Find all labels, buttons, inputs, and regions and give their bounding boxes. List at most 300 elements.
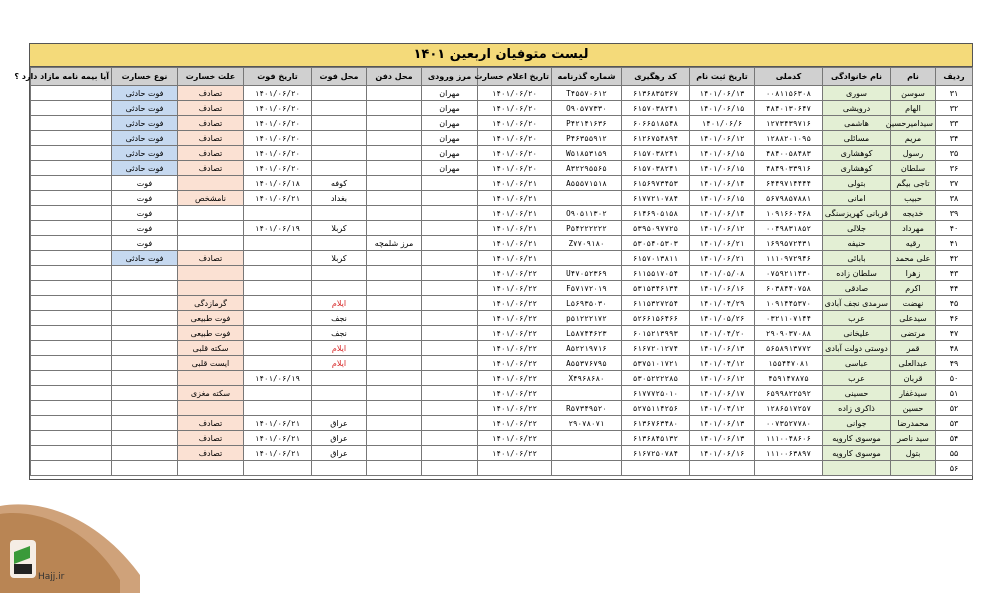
- cell-passport: ۲۹۰۷۸۰۷۱: [552, 416, 622, 431]
- cell-burial-place: [367, 146, 422, 161]
- cell-national-code: ۰۷۵۹۲۱۱۴۳۰: [755, 266, 823, 281]
- cell-burial-place: [367, 221, 422, 236]
- cell-family: امانی: [823, 191, 891, 206]
- cell-name: سیدغفار: [891, 386, 936, 401]
- cell-loss-announce: ۱۴۰۱/۰۶/۲۱: [478, 191, 552, 206]
- cell-loss-type: [112, 386, 178, 401]
- cell-loss-announce: ۱۴۰۱/۰۶/۲۲: [478, 416, 552, 431]
- cell-cause: تصادف: [178, 416, 244, 431]
- cell-name: تاجی بیگم: [891, 176, 936, 191]
- cell-loss-announce: ۱۴۰۱/۰۶/۲۰: [478, 86, 552, 101]
- cell-reg-date: [690, 461, 755, 476]
- cell-family: علیخانی: [823, 326, 891, 341]
- cell-death-place: نجف: [312, 311, 367, 326]
- cell-cause: تصادف: [178, 446, 244, 461]
- cell-row: ۵۵: [936, 446, 973, 461]
- cell-name: حسین: [891, 401, 936, 416]
- cell-family: صادقی: [823, 281, 891, 296]
- cell-tracking: ۶۱۵۶۹۷۳۴۵۳: [622, 176, 690, 191]
- cell-death-date: [244, 401, 312, 416]
- cell-family: عباسی: [823, 356, 891, 371]
- cell-loss-type: فوت: [112, 236, 178, 251]
- table-row: [31, 371, 973, 386]
- cell-tracking: ۵۲۶۶۱۵۶۴۶۶: [622, 311, 690, 326]
- cell-family: دوستی دولت آبادی: [823, 341, 891, 356]
- cell-loss-announce: ۱۴۰۱/۰۶/۲۲: [478, 341, 552, 356]
- cell-burial-place: [367, 86, 422, 101]
- cell-death-place: [312, 206, 367, 221]
- table-row: [31, 281, 973, 296]
- cell-entry-border: [422, 296, 478, 311]
- cell-national-code: ۶۵۹۹۸۲۲۵۹۲: [755, 386, 823, 401]
- cell-reg-date: ۱۴۰۱/۰۶/۱۴: [690, 176, 755, 191]
- header-national-code: کدملی: [755, 68, 823, 86]
- hajj-logo-icon: [0, 500, 180, 593]
- cell-burial-place: مرز شلمچه: [367, 236, 422, 251]
- cell-passport: W۵۱۸۵۳۱۵۹: [552, 146, 622, 161]
- cell-loss-type: [112, 371, 178, 386]
- cell-row: ۵۲: [936, 401, 973, 416]
- deceased-list-sheet: [14, 43, 973, 480]
- cell-loss-announce: ۱۴۰۱/۰۶/۲۲: [478, 356, 552, 371]
- cell-national-code: ۱۰۹۱۶۶۰۴۶۸: [755, 206, 823, 221]
- cell-death-place: [312, 236, 367, 251]
- cell-row: ۳۷: [936, 176, 973, 191]
- cell-burial-place: [367, 251, 422, 266]
- cell-passport: A۳۲۲۹۵۵۶۵: [552, 161, 622, 176]
- cell-death-date: [244, 461, 312, 476]
- header-passport: شماره گذرنامه: [552, 68, 622, 86]
- cell-name: مرتضی: [891, 326, 936, 341]
- cell-cause: ایست قلبی: [178, 356, 244, 371]
- cell-national-code: ۰۰۷۳۵۲۷۷۸۰: [755, 416, 823, 431]
- cell-entry-border: [422, 371, 478, 386]
- cell-passport: L۵۶۹۳۵۰۳۰: [552, 296, 622, 311]
- cell-national-code: ۱۰۹۱۴۴۵۳۷۰: [755, 296, 823, 311]
- cell-cause: [178, 401, 244, 416]
- cell-burial-place: [367, 311, 422, 326]
- cell-burial-place: [367, 206, 422, 221]
- table-row: [31, 251, 973, 266]
- cell-passport: [552, 191, 622, 206]
- cell-entry-border: [422, 446, 478, 461]
- cell-tracking: ۶۱۶۷۲۵۰۷۸۴: [622, 446, 690, 461]
- cell-name: سیدامیرحسین: [891, 116, 936, 131]
- cell-reg-date: ۱۴۰۱/۰۶/۱۳: [690, 341, 755, 356]
- cell-tracking: ۵۳۰۵۴۰۵۳۰۳: [622, 236, 690, 251]
- cell-national-code: ۱۲۷۳۴۳۹۷۱۶: [755, 116, 823, 131]
- cell-row: ۳۵: [936, 146, 973, 161]
- cell-loss-type: [112, 311, 178, 326]
- cell-passport: R۵۷۳۴۹۵۲۰: [552, 401, 622, 416]
- cell-insurance: [31, 131, 112, 146]
- cell-insurance: [31, 446, 112, 461]
- cell-death-place: [312, 266, 367, 281]
- cell-row: ۴۹: [936, 356, 973, 371]
- cell-death-date: ۱۴۰۱/۰۶/۲۰: [244, 146, 312, 161]
- cell-death-place: ایلام: [312, 296, 367, 311]
- cell-tracking: ۵۳۱۵۳۴۶۱۳۴: [622, 281, 690, 296]
- cell-cause: [178, 176, 244, 191]
- table-row: [31, 161, 973, 176]
- cell-entry-border: مهران: [422, 101, 478, 116]
- cell-death-date: [244, 326, 312, 341]
- cell-row: ۴۸: [936, 341, 973, 356]
- cell-reg-date: ۱۴۰۱/۰۶/۱۶: [690, 446, 755, 461]
- cell-death-date: [244, 251, 312, 266]
- cell-cause: [178, 371, 244, 386]
- cell-family: عرب: [823, 311, 891, 326]
- cell-family: جوانی: [823, 416, 891, 431]
- cell-row: ۳۲: [936, 101, 973, 116]
- cell-tracking: [622, 461, 690, 476]
- cell-national-code: ۴۸۴۰۰۵۸۴۸۳: [755, 146, 823, 161]
- cell-loss-announce: [478, 461, 552, 476]
- cell-insurance: [31, 116, 112, 131]
- header-row-number: ردیف: [936, 68, 973, 86]
- cell-row: ۵۳: [936, 416, 973, 431]
- cell-reg-date: ۱۴۰۱/۰۵/۲۶: [690, 311, 755, 326]
- cell-insurance: [31, 341, 112, 356]
- cell-loss-type: فوت حادثی: [112, 116, 178, 131]
- table-row: [31, 266, 973, 281]
- cell-loss-announce: ۱۴۰۱/۰۶/۲۲: [478, 431, 552, 446]
- cell-tracking: ۵۳۰۵۲۲۲۲۸۵: [622, 371, 690, 386]
- cell-passport: F۵۷۱۷۲۰۱۹: [552, 281, 622, 296]
- cell-loss-type: [112, 266, 178, 281]
- cell-tracking: ۵۳۷۵۱۰۱۷۲۱: [622, 356, 690, 371]
- cell-passport: [552, 461, 622, 476]
- header-cause: علت خسارت: [178, 68, 244, 86]
- cell-passport: [552, 446, 622, 461]
- cell-death-place: [312, 401, 367, 416]
- cell-loss-type: فوت: [112, 191, 178, 206]
- cell-row: ۳۳: [936, 116, 973, 131]
- header-death-date: تاریخ فوت: [244, 68, 312, 86]
- cell-entry-border: [422, 281, 478, 296]
- cell-loss-announce: ۱۴۰۱/۰۶/۲۱: [478, 221, 552, 236]
- cell-entry-border: [422, 356, 478, 371]
- cell-name: الهام: [891, 101, 936, 116]
- cell-entry-border: مهران: [422, 161, 478, 176]
- cell-loss-type: فوت حادثی: [112, 161, 178, 176]
- cell-reg-date: ۱۴۰۱/۰۶/۱۷: [690, 386, 755, 401]
- cell-family: سرمدی نجف آبادی: [823, 296, 891, 311]
- cell-name: سلطان: [891, 161, 936, 176]
- header-tracking: کد رهگیری: [622, 68, 690, 86]
- cell-loss-announce: ۱۴۰۱/۰۶/۲۱: [478, 176, 552, 191]
- cell-insurance: [31, 101, 112, 116]
- cell-passport: A۵۲۲۱۹۷۱۶: [552, 341, 622, 356]
- cell-death-date: [244, 311, 312, 326]
- cell-insurance: [31, 146, 112, 161]
- cell-insurance: [31, 236, 112, 251]
- cell-row: ۳۸: [936, 191, 973, 206]
- cell-insurance: [31, 161, 112, 176]
- cell-tracking: ۶۱۳۶۸۴۵۱۳۲: [622, 431, 690, 446]
- cell-burial-place: [367, 326, 422, 341]
- table-row: [31, 236, 973, 251]
- cell-national-code: ۱۶۹۹۵۷۲۴۳۱: [755, 236, 823, 251]
- cell-death-date: ۱۴۰۱/۰۶/۲۱: [244, 431, 312, 446]
- table-row: [31, 431, 973, 446]
- cell-tracking: ۶۱۵۷۰۳۸۲۴۱: [622, 161, 690, 176]
- table-row: [31, 326, 973, 341]
- cell-loss-type: فوت: [112, 206, 178, 221]
- cell-name: اکرم: [891, 281, 936, 296]
- cell-reg-date: ۱۴۰۱/۰۶/۱۵: [690, 161, 755, 176]
- cell-national-code: [755, 461, 823, 476]
- cell-loss-announce: ۱۴۰۱/۰۶/۲۰: [478, 146, 552, 161]
- cell-tracking: ۶۱۵۷۰۱۳۸۱۱: [622, 251, 690, 266]
- cell-name: رقیه: [891, 236, 936, 251]
- cell-insurance: [31, 251, 112, 266]
- cell-row: ۴۶: [936, 311, 973, 326]
- table-row: [31, 446, 973, 461]
- table-row: [31, 131, 973, 146]
- cell-entry-border: مهران: [422, 146, 478, 161]
- cell-death-date: [244, 386, 312, 401]
- cell-passport: O۹۰۵۷۷۳۳۰: [552, 101, 622, 116]
- cell-death-date: ۱۴۰۱/۰۶/۲۱: [244, 416, 312, 431]
- cell-national-code: ۲۹۰۹۰۳۷۰۸۸: [755, 326, 823, 341]
- cell-cause: فوت طبیعی: [178, 311, 244, 326]
- cell-death-place: عراق: [312, 431, 367, 446]
- header-burial-place: محل دفن: [367, 68, 422, 86]
- cell-insurance: [31, 326, 112, 341]
- cell-burial-place: [367, 431, 422, 446]
- cell-reg-date: ۱۴۰۱/۰۶/۶: [690, 116, 755, 131]
- cell-loss-type: فوت حادثی: [112, 86, 178, 101]
- cell-death-date: ۱۴۰۱/۰۶/۲۰: [244, 101, 312, 116]
- cell-death-date: ۱۴۰۱/۰۶/۲۱: [244, 191, 312, 206]
- cell-entry-border: [422, 326, 478, 341]
- cell-cause: سکته مغزی: [178, 386, 244, 401]
- cell-loss-type: [112, 461, 178, 476]
- cell-row: ۴۵: [936, 296, 973, 311]
- table-row: [31, 146, 973, 161]
- header-entry-border: مرز ورودی: [422, 68, 478, 86]
- cell-burial-place: [367, 416, 422, 431]
- cell-burial-place: [367, 386, 422, 401]
- cell-name: حبیب: [891, 191, 936, 206]
- cell-family: [823, 461, 891, 476]
- cell-burial-place: [367, 461, 422, 476]
- cell-burial-place: [367, 446, 422, 461]
- cell-death-place: [312, 101, 367, 116]
- cell-cause: [178, 236, 244, 251]
- cell-passport: U۴۷۰۵۲۳۶۹: [552, 266, 622, 281]
- cell-insurance: [31, 86, 112, 101]
- cell-entry-border: [422, 266, 478, 281]
- cell-reg-date: ۱۴۰۱/۰۶/۱۳: [690, 431, 755, 446]
- cell-passport: P۴۲۱۴۱۶۳۶: [552, 116, 622, 131]
- cell-passport: X۴۹۶۸۶۸۰: [552, 371, 622, 386]
- cell-death-place: ایلام: [312, 341, 367, 356]
- cell-death-date: [244, 206, 312, 221]
- cell-national-code: ۵۶۵۸۹۱۳۷۷۲: [755, 341, 823, 356]
- table-row: [31, 311, 973, 326]
- cell-family: حسینی: [823, 386, 891, 401]
- cell-insurance: [31, 281, 112, 296]
- cell-insurance: [31, 461, 112, 476]
- cell-national-code: ۱۲۸۸۲۰۱۰۹۵: [755, 131, 823, 146]
- cell-insurance: [31, 416, 112, 431]
- cell-insurance: [31, 401, 112, 416]
- cell-death-place: کوفه: [312, 176, 367, 191]
- cell-cause: [178, 206, 244, 221]
- cell-burial-place: [367, 131, 422, 146]
- cell-death-date: ۱۴۰۱/۰۶/۲۰: [244, 86, 312, 101]
- cell-reg-date: ۱۴۰۱/۰۴/۱۲: [690, 356, 755, 371]
- cell-name: رسول: [891, 146, 936, 161]
- cell-reg-date: ۱۴۰۱/۰۶/۱۲: [690, 131, 755, 146]
- cell-entry-border: [422, 386, 478, 401]
- cell-reg-date: ۱۴۰۱/۰۶/۲۱: [690, 251, 755, 266]
- cell-insurance: [31, 356, 112, 371]
- cell-loss-announce: ۱۴۰۱/۰۶/۲۲: [478, 386, 552, 401]
- cell-death-date: [244, 266, 312, 281]
- cell-row: ۵۴: [936, 431, 973, 446]
- cell-entry-border: [422, 341, 478, 356]
- table-row: [31, 386, 973, 401]
- cell-family: مسائلی: [823, 131, 891, 146]
- cell-national-code: ۴۸۴۰۱۳۰۶۴۷: [755, 101, 823, 116]
- cell-loss-announce: ۱۴۰۱/۰۶/۲۰: [478, 101, 552, 116]
- header-reg-date: تاریخ ثبت نام: [690, 68, 755, 86]
- table-row: [31, 416, 973, 431]
- cell-name: علی محمد: [891, 251, 936, 266]
- cell-burial-place: [367, 116, 422, 131]
- cell-insurance: [31, 311, 112, 326]
- cell-loss-type: [112, 326, 178, 341]
- cell-loss-announce: ۱۴۰۱/۰۶/۲۲: [478, 326, 552, 341]
- cell-burial-place: [367, 101, 422, 116]
- cell-entry-border: مهران: [422, 131, 478, 146]
- cell-death-date: [244, 236, 312, 251]
- cell-reg-date: ۱۴۰۱/۰۶/۱۵: [690, 191, 755, 206]
- cell-cause: سکته قلبی: [178, 341, 244, 356]
- cell-death-place: [312, 281, 367, 296]
- cell-death-place: [312, 461, 367, 476]
- cell-tracking: ۶۱۴۶۹۰۵۱۵۸: [622, 206, 690, 221]
- cell-loss-type: [112, 341, 178, 356]
- cell-passport: L۵۸۷۴۴۶۲۳: [552, 326, 622, 341]
- cell-reg-date: ۱۴۰۱/۰۶/۱۴: [690, 206, 755, 221]
- cell-row: ۳۱: [936, 86, 973, 101]
- cell-cause: نامشخص: [178, 191, 244, 206]
- table-row: [31, 341, 973, 356]
- cell-row: ۳۹: [936, 206, 973, 221]
- cell-tracking: ۵۳۹۵۰۹۷۷۲۵: [622, 221, 690, 236]
- cell-death-place: ایلام: [312, 356, 367, 371]
- cell-death-place: کربلا: [312, 251, 367, 266]
- table-row: [31, 461, 973, 476]
- cell-name: سوسن: [891, 86, 936, 101]
- cell-death-date: [244, 281, 312, 296]
- cell-loss-announce: ۱۴۰۱/۰۶/۲۱: [478, 206, 552, 221]
- cell-reg-date: ۱۴۰۱/۰۴/۲۰: [690, 326, 755, 341]
- cell-cause: تصادف: [178, 431, 244, 446]
- cell-family: موسوی کارویه: [823, 446, 891, 461]
- cell-tracking: ۶۰۶۶۵۱۸۵۴۸: [622, 116, 690, 131]
- cell-burial-place: [367, 281, 422, 296]
- cell-family: سلطان زاده: [823, 266, 891, 281]
- cell-passport: T۴۵۵۷۰۶۱۲: [552, 86, 622, 101]
- table-body: [31, 86, 973, 476]
- cell-loss-type: [112, 356, 178, 371]
- cell-insurance: [31, 176, 112, 191]
- cell-entry-border: [422, 401, 478, 416]
- header-death-place: محل فوت: [312, 68, 367, 86]
- cell-cause: تصادف: [178, 146, 244, 161]
- cell-death-date: ۱۴۰۱/۰۶/۲۰: [244, 131, 312, 146]
- cell-national-code: ۱۲۸۶۵۱۷۲۵۷: [755, 401, 823, 416]
- cell-entry-border: [422, 221, 478, 236]
- cell-burial-place: [367, 356, 422, 371]
- cell-family: قربانی کهریزسنگی: [823, 206, 891, 221]
- deceased-table: [14, 67, 973, 476]
- cell-entry-border: [422, 416, 478, 431]
- cell-reg-date: ۱۴۰۱/۰۵/۰۸: [690, 266, 755, 281]
- cell-row: ۵۰: [936, 371, 973, 386]
- header-insurance: آیا بیمه نامه مازاد دارد ؟: [31, 68, 112, 86]
- cell-entry-border: [422, 206, 478, 221]
- cell-reg-date: ۱۴۰۱/۰۶/۱۵: [690, 146, 755, 161]
- cell-burial-place: [367, 296, 422, 311]
- cell-row: ۴۴: [936, 281, 973, 296]
- cell-national-code: ۵۶۷۹۸۵۷۸۸۱: [755, 191, 823, 206]
- table-row: [31, 206, 973, 221]
- cell-burial-place: [367, 371, 422, 386]
- cell-name: سیدعلی: [891, 311, 936, 326]
- cell-reg-date: ۱۴۰۱/۰۶/۱۳: [690, 86, 755, 101]
- cell-insurance: [31, 371, 112, 386]
- cell-death-date: ۱۴۰۱/۰۶/۲۰: [244, 116, 312, 131]
- cell-row: ۴۱: [936, 236, 973, 251]
- cell-name: مهرداد: [891, 221, 936, 236]
- cell-reg-date: ۱۴۰۱/۰۶/۱۵: [690, 101, 755, 116]
- cell-loss-type: [112, 296, 178, 311]
- cell-entry-border: مهران: [422, 86, 478, 101]
- cell-loss-announce: ۱۴۰۱/۰۶/۲۲: [478, 446, 552, 461]
- cell-entry-border: مهران: [422, 116, 478, 131]
- cell-tracking: ۶۱۵۷۰۳۸۲۴۱: [622, 146, 690, 161]
- cell-loss-announce: ۱۴۰۱/۰۶/۲۰: [478, 116, 552, 131]
- cell-cause: تصادف: [178, 251, 244, 266]
- cell-passport: [552, 251, 622, 266]
- cell-reg-date: ۱۴۰۱/۰۴/۲۹: [690, 296, 755, 311]
- cell-family: موسوی کارویه: [823, 431, 891, 446]
- cell-loss-announce: ۱۴۰۱/۰۶/۲۲: [478, 311, 552, 326]
- cell-national-code: ۴۸۴۹۰۳۳۹۱۶: [755, 161, 823, 176]
- cell-passport: P۴۶۳۵۵۹۱۲: [552, 131, 622, 146]
- cell-tracking: ۶۱۱۵۵۱۷۰۵۴: [622, 266, 690, 281]
- cell-insurance: [31, 266, 112, 281]
- cell-death-place: [312, 161, 367, 176]
- cell-name: محمدرضا: [891, 416, 936, 431]
- cell-loss-type: فوت حادثی: [112, 251, 178, 266]
- cell-family: سوری: [823, 86, 891, 101]
- cell-death-place: نجف: [312, 326, 367, 341]
- cell-loss-announce: ۱۴۰۱/۰۶/۲۲: [478, 401, 552, 416]
- cell-name: سید ناصر: [891, 431, 936, 446]
- cell-loss-type: فوت حادثی: [112, 131, 178, 146]
- cell-national-code: ۰۳۲۱۱۰۷۱۴۴: [755, 311, 823, 326]
- cell-death-date: ۱۴۰۱/۰۶/۲۱: [244, 446, 312, 461]
- cell-entry-border: [422, 251, 478, 266]
- cell-insurance: [31, 206, 112, 221]
